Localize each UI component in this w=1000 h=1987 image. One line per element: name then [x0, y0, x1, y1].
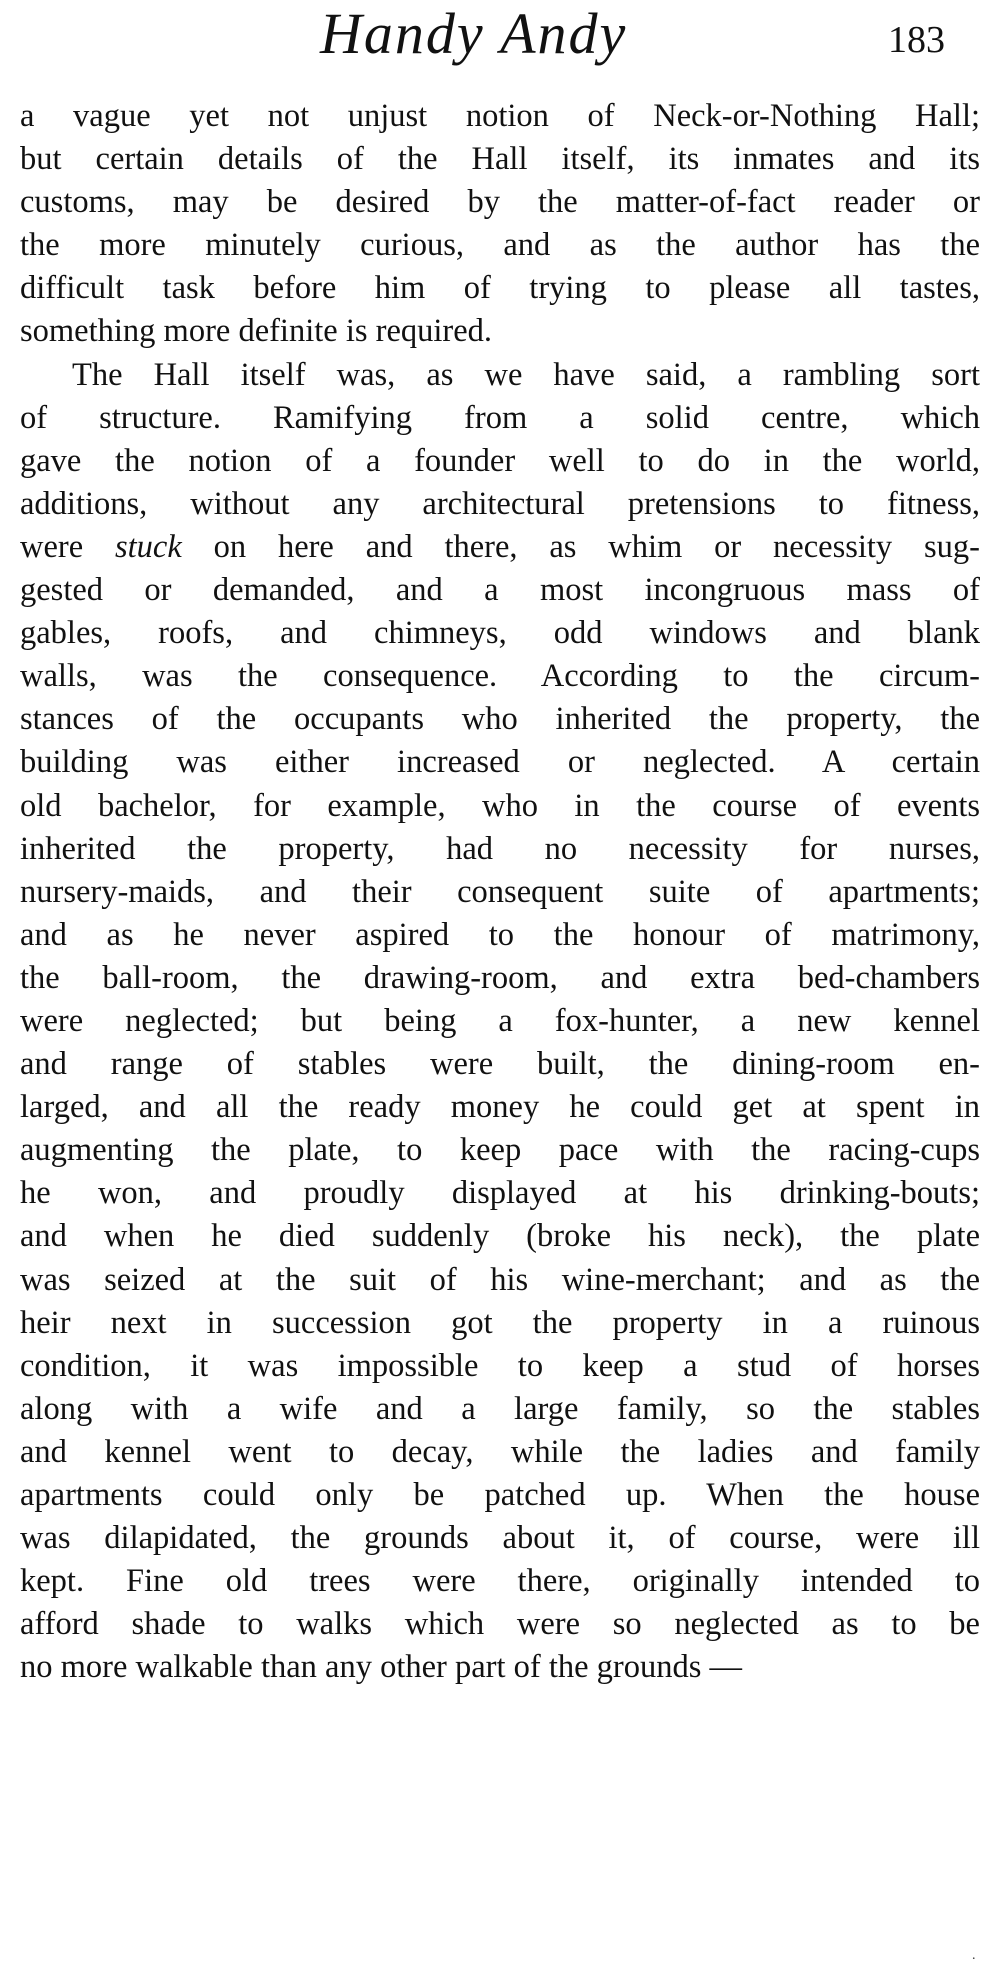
text-line	[20, 526, 980, 569]
text-line: nursery-maids, and their consequent suite of apartments;	[20, 873, 980, 910]
text-line: and as he never aspired to the honour of matrimony,	[20, 916, 980, 953]
page-number: 183	[888, 19, 945, 61]
text-line: old bachelor, for example, who in the course of events	[20, 787, 980, 824]
text-line: heir next in succession got the property in a ruinous	[20, 1304, 980, 1341]
text-line: were neglected; but being a fox-hunter, a new kennel	[20, 1002, 980, 1039]
text-line: along with a wife and a large family, so the stables	[20, 1390, 980, 1427]
scan-speck: .	[972, 1948, 976, 1963]
paragraph	[20, 354, 980, 1690]
text-line: condition, it was impossible to keep a stud of horses	[20, 1347, 980, 1384]
text-line: was dilapidated, the grounds about it, of course, were ill	[20, 1520, 980, 1557]
text-line: gave the notion of a founder well to do in the world,	[20, 442, 980, 479]
text-line: larged, and all the ready money he could get at spent in	[20, 1089, 980, 1126]
running-head	[0, 0, 1000, 70]
italic-word: stuck	[114, 528, 182, 565]
text-line: he won, and proudly displayed at his drinking-bouts;	[20, 1175, 980, 1212]
text-line: gables, roofs, and chimneys, odd windows and blank	[20, 615, 980, 652]
text-line: no more walkable than any other part of the grounds —	[20, 1649, 743, 1686]
text-line: the more minutely curious, and as the author has the	[20, 227, 980, 264]
text-line: building was either increased or neglected. A certain	[20, 744, 980, 781]
text-line: customs, may be desired by the matter-of-fact reader or	[20, 184, 980, 221]
text-line: The Hall itself was, as we have said, a rambling sort	[72, 356, 980, 393]
text-line: a vague yet not unjust notion of Neck-or-Nothing Hall;	[20, 98, 980, 134]
text-line: augmenting the plate, to keep pace with the racing-cups	[20, 1132, 980, 1169]
text-line: difficult task before him of trying to please all tastes,	[20, 270, 980, 307]
running-title: Handy Andy	[320, 1, 628, 66]
text-line: apartments could only be patched up. When the house	[20, 1477, 980, 1513]
text-line: something more definite is required.	[20, 313, 493, 350]
text-line: additions, without any architectural pretensions to fitness,	[20, 485, 980, 522]
text-line: and kennel went to decay, while the ladies and family	[20, 1433, 980, 1470]
text-line: stances of the occupants who inherited the property, the	[20, 701, 980, 738]
text-line: walls, was the consequence. According to the circum-	[20, 658, 980, 695]
text-line: of structure. Ramifying from a solid centre, which	[20, 399, 980, 436]
text-line: afford shade to walks which were so neglected as to be	[20, 1606, 980, 1643]
text-line: the ball-room, the drawing-room, and extra bed-chambers	[20, 959, 980, 996]
text-line: was seized at the suit of his wine-merchant; and as the	[20, 1261, 980, 1298]
text-run: were	[20, 528, 115, 565]
text-line: and range of stables were built, the dining-room en-	[20, 1046, 980, 1083]
text-line: but certain details of the Hall itself, its inmates and its	[20, 141, 980, 178]
body-text	[20, 95, 980, 1689]
text-run: on here and there, as whim or necessity sug-	[181, 528, 980, 565]
paragraph	[20, 95, 980, 354]
text-line: kept. Fine old trees were there, originally intended to	[20, 1563, 980, 1600]
text-line: and when he died suddenly (broke his neck), the plate	[20, 1218, 980, 1255]
text-line: gested or demanded, and a most incongruous mass of	[20, 572, 980, 609]
text-line: inherited the property, had no necessity for nurses,	[20, 830, 980, 867]
